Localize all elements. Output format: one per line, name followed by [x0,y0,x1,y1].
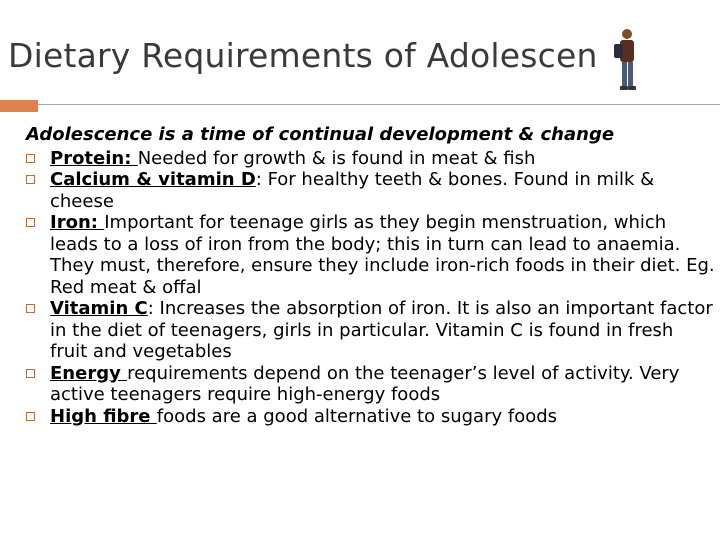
square-bullet-icon [26,218,35,227]
item-term: Iron: [50,212,105,233]
square-bullet-icon [26,369,35,378]
item-term: High fibre [50,405,157,427]
slide-title: Dietary Requirements of Adolescen [8,36,598,75]
item-text: : For healthy teeth & bones. Found in milk & cheese [50,169,655,212]
square-bullet-icon [26,175,35,184]
item-term: Protein: [50,147,138,169]
square-bullet-icon [26,412,35,421]
item-term: Vitamin C [50,298,148,319]
intro-line: Adolescence is a time of continual development & change [26,124,615,145]
item-text: Needed for growth & is found in meat & fish [137,147,536,169]
title-accent-bar [0,100,38,112]
slide-body [26,124,716,427]
list-item-high-fibre [26,406,716,428]
list-item-vitamin-c [26,298,716,363]
item-text: Important for teenage girls as they begin menstruation, which leads to a loss of iron from the body; this in turn can lead to anaemia. They must, therefore, ensure they include iron-rich foods in their diet. Eg. Red meat & offal [50,212,715,298]
item-term: Energy [50,362,128,384]
item-text: foods are a good alternative to sugary foods [156,405,558,427]
requirement-list [26,148,716,428]
list-item-energy [26,363,716,406]
item-text: : Increases the absorption of iron. It is also an important factor in the diet of teenagers, girls in particular. Vitamin C is found in fresh fruit and vegetables [50,298,713,362]
title-divider [38,104,720,105]
list-item-protein [26,148,716,170]
square-bullet-icon [26,154,35,163]
square-bullet-icon [26,304,35,313]
item-text: requirements depend on the teenager’s level of activity. Very active teenagers require high-energy foods [50,362,680,405]
list-item-iron [26,212,716,298]
teenager-figure-icon [608,26,644,94]
list-item-calcium [26,169,716,212]
item-term: Calcium & vitamin D [50,169,256,190]
